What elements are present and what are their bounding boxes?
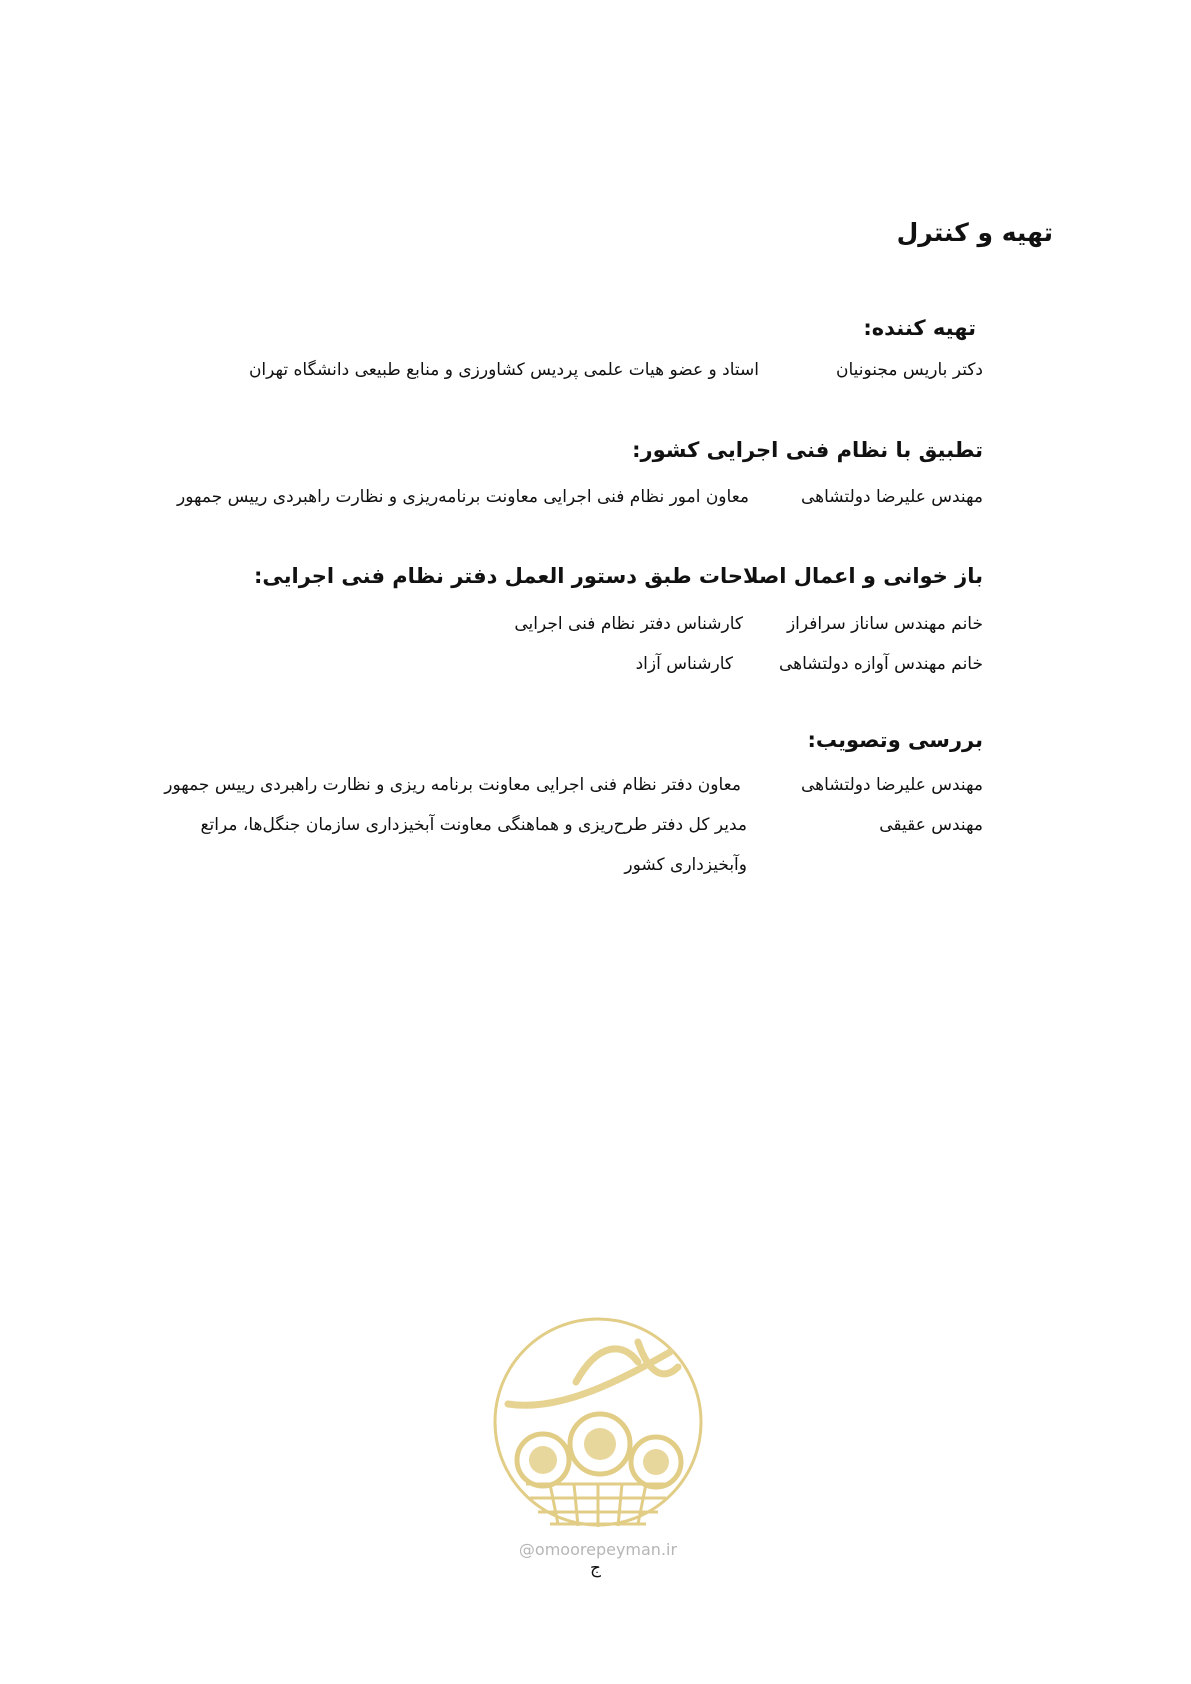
approval-name-1: مهندس علیرضا دولتشاهی [800,775,983,795]
revision-name-2: خانم مهندس آوازه دولتشاهی [778,654,983,674]
watermark-logo [488,1312,708,1562]
preparer-role: استاد و عضو هیات علمی پردیس کشاورزی و منابع طبیعی دانشگاه تهران [248,360,759,380]
approval-role-1: معاون دفتر نظام فنی اجرایی معاونت برنامه ریزی و نظارت راهبردی رییس جمهور [164,775,741,795]
alignment-role: معاون امور نظام فنی اجرایی معاونت برنامه‌ریزی و نظارت راهبردی رییس جمهور [177,487,749,507]
seal-emblem-icon [488,1312,708,1562]
approval-heading: بررسی وتصویب: [807,728,983,752]
revision-role-1: کارشناس دفتر نظام فنی اجرایی [514,614,743,634]
revision-name-1: خانم مهندس ساناز سرافراز [786,614,983,634]
alignment-name: مهندس علیرضا دولتشاهی [800,487,983,507]
revision-heading: باز خوانی و اعمال اصلاحات طبق دستور العمل دفتر نظام فنی اجرایی: [253,564,983,588]
revision-role-2: کارشناس آزاد [635,654,733,674]
approval-role-2: مدیر کل دفتر طرح‌ریزی و هماهنگی معاونت آبخیزداری سازمان جنگل‌ها، مراتع وآبخیزداری کشور [200,815,747,875]
page-title: تهیه و کنترل [896,218,1053,247]
preparer-heading: تهیه کننده: [863,316,976,340]
preparer-name: دکتر باریس مجنونیان [835,360,983,380]
approval-name-2: مهندس عقیقی [879,815,983,835]
watermark-url: @omoorepeyman.ir [518,1540,678,1559]
alignment-heading: تطبیق با نظام فنی اجرایی کشور: [632,438,983,462]
page-number: ج [590,1558,601,1578]
